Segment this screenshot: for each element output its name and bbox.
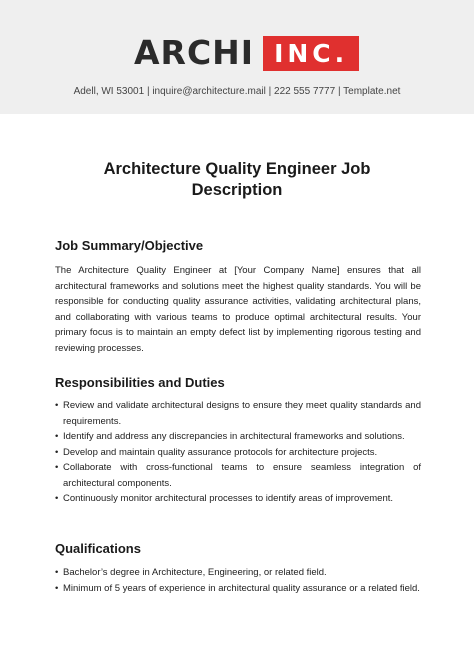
list-item: • Minimum of 5 years of experience in architectural quality assurance or a related field. [55, 581, 421, 597]
logo-wordmark: ARCHI [134, 33, 255, 72]
bullet-icon: • [55, 567, 59, 578]
list-item: • Continuously monitor architectural processes to identify areas of improvement. [55, 491, 421, 507]
bullet-icon: • [55, 462, 59, 473]
list-item: • Review and validate architectural designs to ensure they meet quality standards and requirements. [55, 400, 421, 427]
company-logo [134, 35, 359, 71]
bullet-icon: • [55, 431, 59, 442]
responsibilities-list [55, 398, 421, 507]
list-item: • Develop and maintain quality assurance protocols for architecture projects. [55, 445, 421, 461]
contact-line: Adell, WI 53001 | inquire@architecture.mail | 222 555 7777 | Template.net [73, 86, 401, 97]
logo-badge: INC. [263, 36, 359, 71]
section-heading-responsibilities: Responsibilities and Duties [55, 375, 225, 390]
section-heading-qualifications: Qualifications [55, 541, 141, 556]
letterhead [0, 0, 474, 114]
list-item: • Collaborate with cross-functional teams to ensure seamless integration of architectural components. [55, 462, 421, 489]
bullet-icon: • [55, 400, 59, 411]
qualifications-list [55, 565, 421, 596]
document-title: Architecture Quality Engineer Job Description [103, 160, 371, 199]
list-item: • Bachelor’s degree in Architecture, Engineering, or related field. [55, 565, 421, 581]
bullet-icon: • [55, 582, 59, 594]
bullet-icon: • [55, 493, 59, 504]
section-heading-summary: Job Summary/Objective [55, 238, 204, 253]
bullet-icon: • [55, 446, 59, 458]
summary-paragraph: The Architecture Quality Engineer at [Your Company Name] ensures that all architectural frameworks and solutions meet the highest quality standards. You will be responsible for conducting quality assurance activities, validating architectural plans, and collaborating with various teams to produce optimal architectural results. Your primary focus is to maintain an empty defect list by implementing rigorous testing and reviewing processes. [55, 265, 421, 354]
list-item: • Identify and address any discrepancies in architectural frameworks and solutions. [55, 429, 421, 445]
